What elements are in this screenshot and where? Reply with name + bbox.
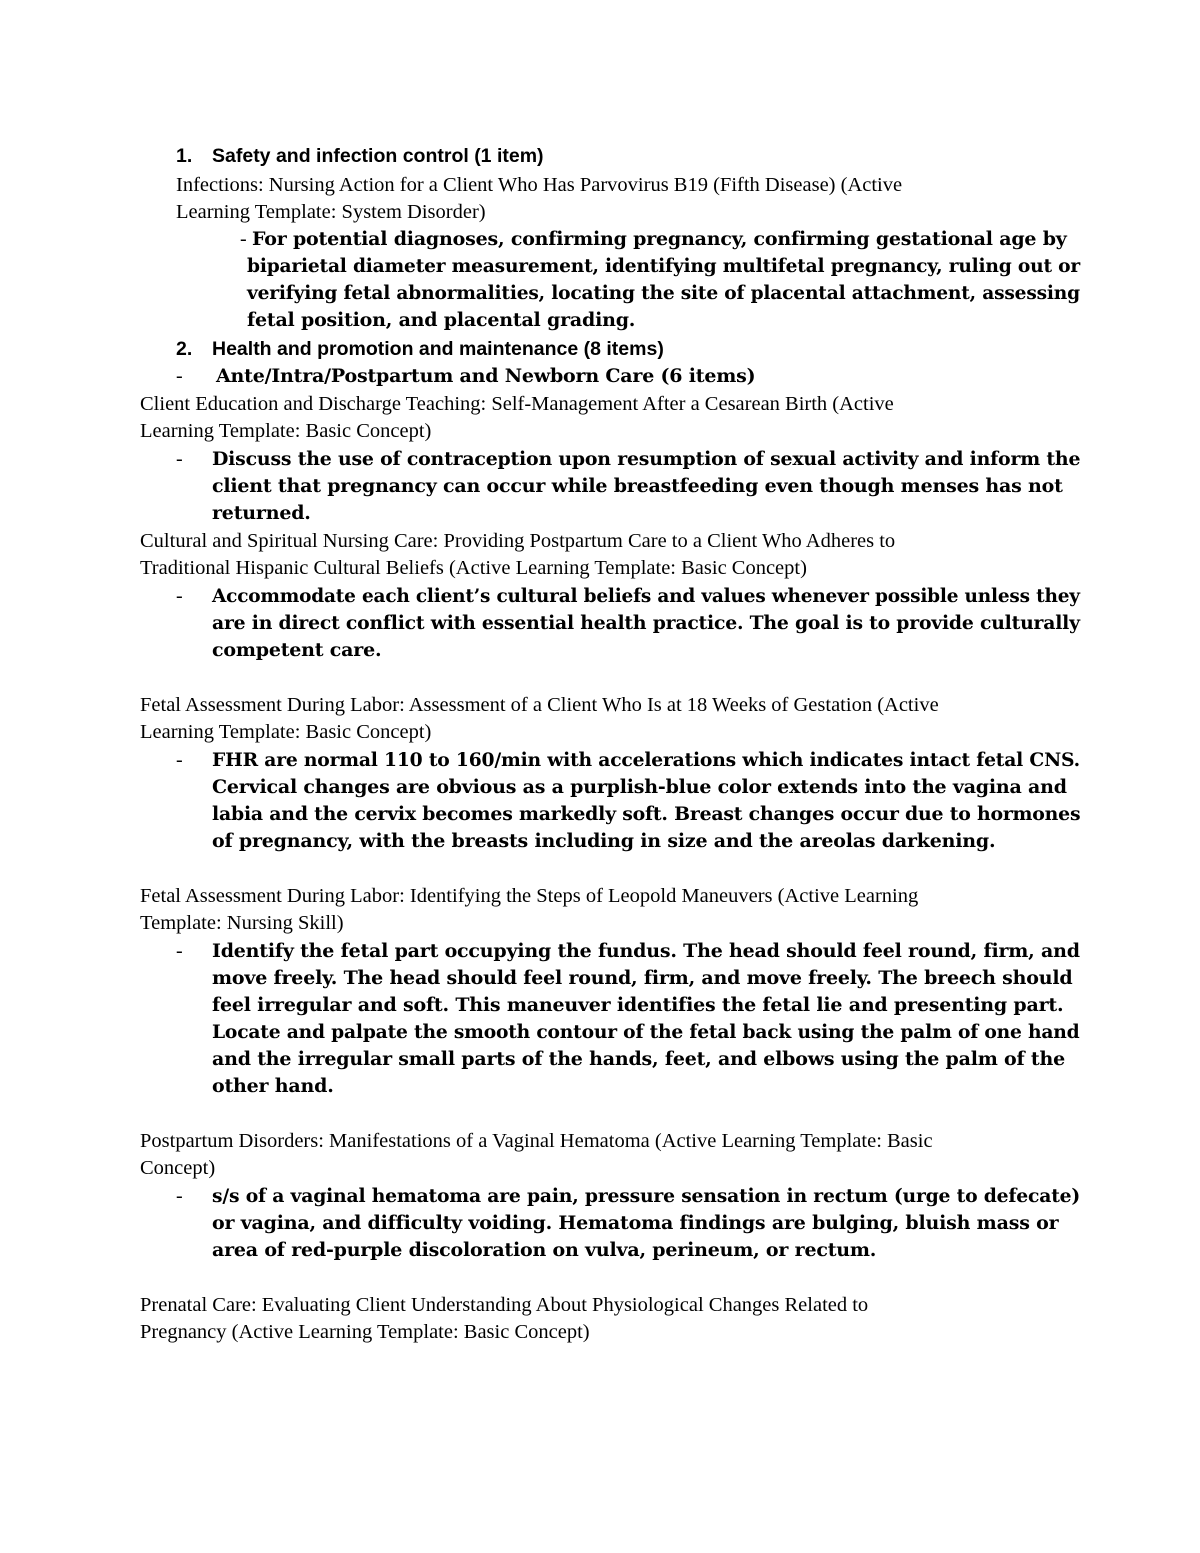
answer-line: or vagina, and difficulty voiding. Hematoma findings are bulging, bluish mass or (212, 1212, 1059, 1234)
topic-title-line: Fetal Assessment During Labor: Identifying the Steps of Leopold Maneuvers (Active Learning (140, 885, 919, 907)
topic-title-line: Learning Template: Basic Concept) (140, 721, 432, 743)
answer-line: Locate and palpate the smooth contour of the fetal back using the palm of one hand (212, 1021, 1080, 1043)
topic-title-line: Traditional Hispanic Cultural Beliefs (Active Learning Template: Basic Concept) (140, 557, 807, 579)
bullet-marker: - (240, 228, 247, 250)
answer-line: move freely. The head should feel round, firm, and move freely. The breech should (212, 967, 1073, 989)
answer-line: For potential diagnoses, confirming pregnancy, confirming gestational age by (252, 228, 1067, 250)
answer-line: biparietal diameter measurement, identifying multifetal pregnancy, ruling out or (247, 255, 1080, 277)
section-subheading: Ante/Intra/Postpartum and Newborn Care (6 items) (216, 365, 756, 387)
answer-line: area of red-purple discoloration on vulva, perineum, or rectum. (212, 1239, 877, 1261)
topic-title-line: Concept) (140, 1157, 216, 1179)
bullet-marker: - (176, 365, 183, 387)
answer-line: feel irregular and soft. This maneuver identifies the fetal lie and presenting part. (212, 994, 1064, 1016)
answer-line: s/s of a vaginal hematoma are pain, pressure sensation in rectum (urge to defecate) (212, 1185, 1081, 1207)
section-number: 1. (176, 145, 193, 167)
answer-line: fetal position, and placental grading. (247, 309, 636, 331)
answer-line: competent care. (212, 639, 382, 661)
answer-line: Cervical changes are obvious as a purplish-blue color extends into the vagina and (212, 776, 1067, 798)
section-number: 2. (176, 338, 193, 360)
topic-title-line: Learning Template: System Disorder) (176, 201, 486, 223)
answer-line: returned. (212, 502, 311, 524)
bullet-marker: - (176, 1185, 183, 1207)
bullet-marker: - (176, 749, 183, 771)
answer-line: and the irregular small parts of the hands, feet, and elbows using the palm of the (212, 1048, 1065, 1070)
answer-line: of pregnancy, with the breasts including in size and the areolas darkening. (212, 830, 996, 852)
topic-title-line: Template: Nursing Skill) (140, 912, 344, 934)
topic-title-line: Infections: Nursing Action for a Client Who Has Parvovirus B19 (Fifth Disease) (Active (176, 174, 903, 196)
bullet-marker: - (176, 940, 183, 962)
answer-line: Identify the fetal part occupying the fundus. The head should feel round, firm, and (212, 940, 1080, 962)
answer-line: Discuss the use of contraception upon resumption of sexual activity and inform the (212, 448, 1081, 470)
answer-line: Accommodate each client’s cultural beliefs and values whenever possible unless they (212, 585, 1080, 607)
topic-title-line: Cultural and Spiritual Nursing Care: Providing Postpartum Care to a Client Who Adheres to (140, 530, 896, 552)
answer-line: verifying fetal abnormalities, locating the site of placental attachment, assessing (247, 282, 1080, 304)
topic-title-line: Client Education and Discharge Teaching: Self-Management After a Cesarean Birth (Active (140, 393, 894, 415)
answer-line: are in direct conflict with essential health practice. The goal is to provide culturally (212, 612, 1080, 634)
topic-title-line: Postpartum Disorders: Manifestations of a Vaginal Hematoma (Active Learning Template: Basic (140, 1130, 933, 1152)
bullet-marker: - (176, 448, 183, 470)
bullet-marker: - (176, 585, 183, 607)
answer-line: other hand. (212, 1075, 334, 1097)
topic-title-line: Fetal Assessment During Labor: Assessment of a Client Who Is at 18 Weeks of Gestation (Active (140, 694, 939, 716)
answer-line: FHR are normal 110 to 160/min with accelerations which indicates intact fetal CNS. (212, 749, 1080, 771)
answer-line: client that pregnancy can occur while breastfeeding even though menses has not (212, 475, 1063, 497)
topic-title-line: Learning Template: Basic Concept) (140, 420, 432, 442)
topic-title-line: Prenatal Care: Evaluating Client Understanding About Physiological Changes Related to (140, 1294, 869, 1316)
section-heading: Safety and infection control (1 item) (212, 145, 544, 167)
section-heading: Health and promotion and maintenance (8 items) (212, 338, 664, 360)
answer-line: labia and the cervix becomes markedly soft. Breast changes occur due to hormones (212, 803, 1081, 825)
topic-title-line: Pregnancy (Active Learning Template: Basic Concept) (140, 1321, 590, 1343)
